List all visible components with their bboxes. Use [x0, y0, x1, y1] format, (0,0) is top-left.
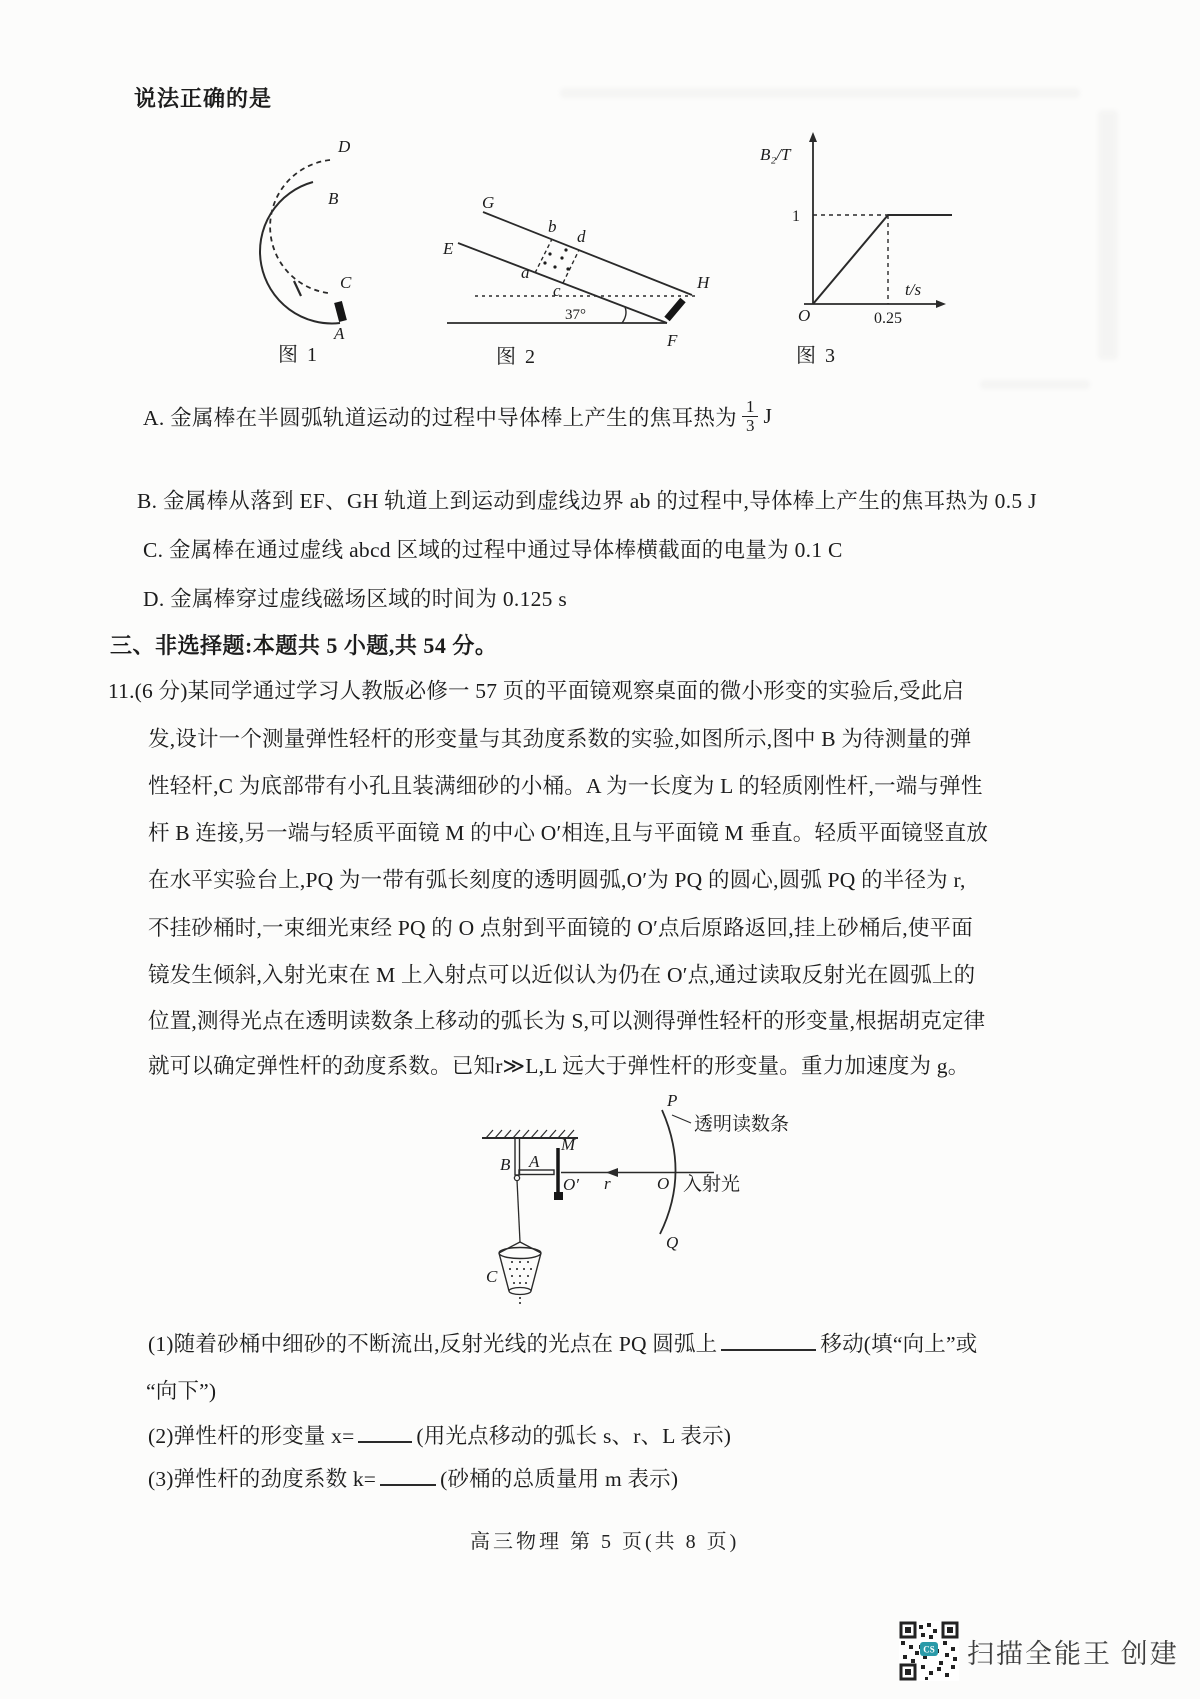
incident-light-label: 入射光: [683, 1174, 741, 1195]
option-a-fraction: [742, 398, 759, 435]
label-F: F: [667, 331, 678, 350]
mirror-foot: [554, 1192, 563, 1200]
label-r: r: [604, 1174, 611, 1193]
figure-3-graph: [712, 112, 962, 327]
option-a-unit: J: [763, 403, 773, 428]
q11-line: 就可以确定弹性杆的劲度系数。已知r≫L,L 远大于弹性杆的形变量。重力加速度为 g。: [148, 1054, 970, 1078]
sub2-text-after: (用光点移动的弧长 s、r、L 表示): [416, 1424, 732, 1448]
scan-artifact: [980, 380, 1090, 389]
option-a: [143, 392, 772, 440]
scan-artifact: [560, 88, 1080, 98]
metal-rod: [667, 300, 683, 319]
strip-label: 透明读数条: [694, 1114, 790, 1135]
rail-EF: [458, 243, 667, 323]
label-A: A: [529, 1152, 540, 1171]
figure-2-caption: 图 2: [496, 346, 537, 368]
label-angle-37: 37°: [565, 307, 586, 323]
apparatus-diagram: [430, 1090, 830, 1305]
label-P: P: [667, 1091, 678, 1110]
label-d: d: [577, 227, 586, 246]
sand-dots: [509, 1261, 532, 1304]
option-a-text: A. 金属棒在半圆弧轨道运动的过程中导体棒上产生的焦耳热为: [143, 405, 737, 430]
scanner-watermark-text: 扫描全能王 创建: [967, 1639, 1179, 1669]
option-c: C. 金属棒在通过虚线 abcd 区域的过程中通过导体棒横截面的电量为 0.1 C: [143, 538, 843, 562]
label-B: B: [328, 189, 339, 208]
label-c: c: [553, 281, 561, 300]
x-axis-arrow: [936, 300, 946, 308]
label-O: O: [657, 1174, 670, 1193]
sub-question-1-cont: “向下”): [146, 1379, 217, 1403]
q11-line: 性轻杆,C 为底部带有小孔且装满细砂的小桶。A 为一长度为 L 的轻质刚性杆,一端与弹性: [148, 774, 983, 798]
sub3-text-after: (砂桶的总质量用 m 表示): [440, 1467, 679, 1491]
label-C: C: [486, 1267, 498, 1286]
sub-question-3: [148, 1462, 678, 1493]
q11-line: 不挂砂桶时,一束细光束经 PQ 的 O 点射到平面镜的 O′点后原路返回,挂上砂桶后,使平面: [148, 916, 973, 940]
scan-artifact: [1098, 110, 1118, 360]
q11-line: 位置,测得光点在透明读数条上移动的弧长为 S,可以测得弹性轻杆的形变量,根据胡克定律: [148, 1009, 986, 1033]
label-O-prime: O′: [563, 1175, 579, 1194]
sub-question-2: [148, 1419, 731, 1450]
q11-line: 镜发生倾斜,入射光束在 M 上入射点可以近似认为仍在 O′点,通过读取反射光在圆弧上的: [148, 963, 976, 987]
qr-code: [899, 1621, 959, 1681]
answer-blank-1: [721, 1328, 816, 1352]
figure-3-caption: 图 3: [796, 345, 837, 367]
field-edge-ab: [535, 239, 552, 273]
page-footer: 高三物理 第 5 页(共 8 页): [470, 1531, 740, 1553]
fraction-denominator: 3: [742, 416, 759, 435]
sub-question-1: [148, 1327, 977, 1358]
label-b: b: [548, 217, 557, 236]
field-edge-cd: [563, 250, 579, 283]
label-a: a: [521, 263, 530, 282]
sub3-text-before: (3)弹性杆的劲度系数 k=: [148, 1467, 377, 1491]
q11-line: 11.(6 分)某同学通过学习人教版必修一 57 页的平面镜观察桌面的微小形变的实验后,受此启: [108, 679, 965, 703]
dashed-arc: [270, 160, 330, 293]
origin-label: O: [798, 306, 811, 325]
label-Q: Q: [666, 1233, 679, 1252]
x-axis-label: t/s: [905, 280, 922, 299]
y-tick-1: 1: [792, 208, 800, 225]
field-dots: [543, 248, 569, 270]
figure-2-inclined-rails-diagram: [395, 158, 715, 350]
y-axis-label: B₂/T: [760, 145, 791, 164]
section-header: 三、非选择题:本题共 5 小题,共 54 分。: [110, 633, 498, 658]
label-D: D: [338, 137, 351, 156]
label-M: M: [561, 1135, 576, 1154]
figure-1-semicircle-diagram: [222, 118, 372, 343]
metal-rod: [338, 302, 343, 321]
sand-bucket-C: [499, 1242, 541, 1304]
y-axis-arrow: [809, 132, 817, 142]
label-C: C: [340, 273, 352, 292]
question-prompt: 说法正确的是: [134, 86, 273, 111]
angle-arc: [622, 307, 626, 323]
option-d: D. 金属棒穿过虚线磁场区域的时间为 0.125 s: [143, 587, 568, 611]
q11-line: 杆 B 连接,另一端与轻质平面镜 M 的中心 O′相连,且与平面镜 M 垂直。轻质平面镜竖直放: [148, 821, 989, 845]
strip-pointer-line: [672, 1115, 691, 1123]
camscanner-logo-text: CS: [923, 1644, 935, 1655]
q11-line: 发,设计一个测量弹性轻杆的形变量与其劲度系数的实验,如图所示,图中 B 为待测量的弹: [148, 727, 972, 751]
answer-blank-2: [358, 1420, 412, 1444]
label-E: E: [443, 239, 454, 258]
sub1-text-before: (1)随着砂桶中细砂的不断流出,反射光线的光点在 PQ 圆弧上: [148, 1332, 718, 1356]
figure-1-caption: 图 1: [278, 344, 319, 366]
label-A: A: [334, 324, 345, 343]
label-H: H: [697, 273, 710, 292]
option-b: B. 金属棒从落到 EF、GH 轨道上到运动到虚线边界 ab 的过程中,导体棒上产生的焦耳热为 0.5 J: [137, 489, 1037, 513]
label-G: G: [482, 193, 495, 212]
string: [517, 1180, 520, 1242]
q11-line: 在水平实验台上,PQ 为一带有弧长刻度的透明圆弧,O′为 PQ 的圆心,圆弧 PQ 的半径为 r,: [148, 868, 966, 892]
hook: [514, 1175, 519, 1180]
sub2-text-before: (2)弹性杆的形变量 x=: [148, 1424, 355, 1448]
fraction-numerator: 1: [745, 396, 755, 416]
rail-GH: [483, 212, 692, 295]
label-B: B: [500, 1155, 511, 1174]
B2-curve: [813, 215, 952, 304]
x-tick-025: 0.25: [874, 310, 902, 327]
answer-blank-3: [380, 1463, 436, 1487]
sub1-text-after: 移动(填“向上”或: [820, 1332, 978, 1356]
